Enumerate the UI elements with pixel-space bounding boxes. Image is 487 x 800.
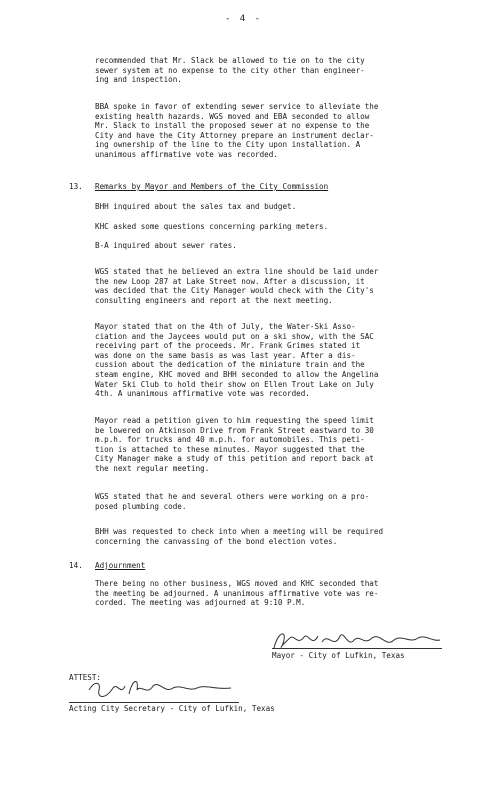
secretary-signature	[85, 676, 235, 702]
paragraph-sewer-rates: B-A inquired about sewer rates.	[95, 241, 237, 250]
paragraph-loop-287: WGS stated that he believed an extra line should be laid under the new Loop 287 at Lake Street now. After a discussion, it was decided that the City Manager would check with the City's consulting engineers and report at the next meeting.	[95, 267, 379, 305]
item-13-number: 13.	[69, 182, 83, 191]
secretary-title: Acting City Secretary - City of Lufkin, Texas	[69, 704, 275, 713]
paragraph-sewer-motion: BBA spoke in favor of extending sewer service to alleviate the existing health hazards. WGS moved and EBA seconded to allow Mr. Slack to install the proposed sewer at no expense to the City and have the City Attorney prepare an instrument declar- ing ownership of the line to the City upon installation. A unanimous affirmative vote was recorded.	[95, 102, 379, 159]
item-14-number: 14.	[69, 561, 83, 570]
paragraph-plumbing-code: WGS stated that he and several others were working on a pro- posed plumbing code.	[95, 492, 370, 511]
item-14-heading: Adjournment	[95, 561, 146, 570]
mayor-signature-line	[272, 648, 442, 649]
paragraph-ski-show: Mayor stated that on the 4th of July, the Water-Ski Asso- ciation and the Jaycees would put on a ski show, with the SAC receiving part of the proceeds. Mr. Frank Grimes stated it was done on the same basis as was last year. After a dis- cussion about the dedication of the miniature train and the steam engine, KHC moved and BHH seconded to allow the Angelina Water Ski Club to hold their show on Ellen Trout Lake on July 4th. A unanimous affirmative vote was recorded.	[95, 322, 379, 399]
mayor-title: Mayor - City of Lufkin, Texas	[272, 651, 405, 660]
paragraph-parking-meters: KHC asked some questions concerning parking meters.	[95, 222, 329, 231]
paragraph-speed-petition: Mayor read a petition given to him requesting the speed limit be lowered on Atkinson Drive from Frank Street eastward to 30 m.p.h. for trucks and 40 m.p.h. for automobiles. This peti- tion is attached to these minutes. Mayor suggested that the City Manager make a study of this petition and report back at the next regular meeting.	[95, 416, 374, 473]
attest-label: ATTEST:	[69, 673, 102, 682]
item-13-heading: Remarks by Mayor and Members of the City Commission	[95, 182, 329, 191]
paragraph-adjournment: There being no other business, WGS moved and KHC seconded that the meeting be adjourned. A unanimous affirmative vote was re- corded. The meeting was adjourned at 9:10 P.M.	[95, 579, 379, 608]
paragraph-sales-tax: BHH inquired about the sales tax and budget.	[95, 202, 297, 211]
page-number: - 4 -	[224, 14, 263, 24]
paragraph-bond-election: BHH was requested to check into when a meeting will be required concerning the canvassing of the bond election votes.	[95, 527, 384, 546]
secretary-signature-line	[69, 702, 239, 703]
paragraph-sewer-recommendation: recommended that Mr. Slack be allowed to tie on to the city sewer system at no expense to the city other than engineer- ing and inspection.	[95, 56, 365, 85]
